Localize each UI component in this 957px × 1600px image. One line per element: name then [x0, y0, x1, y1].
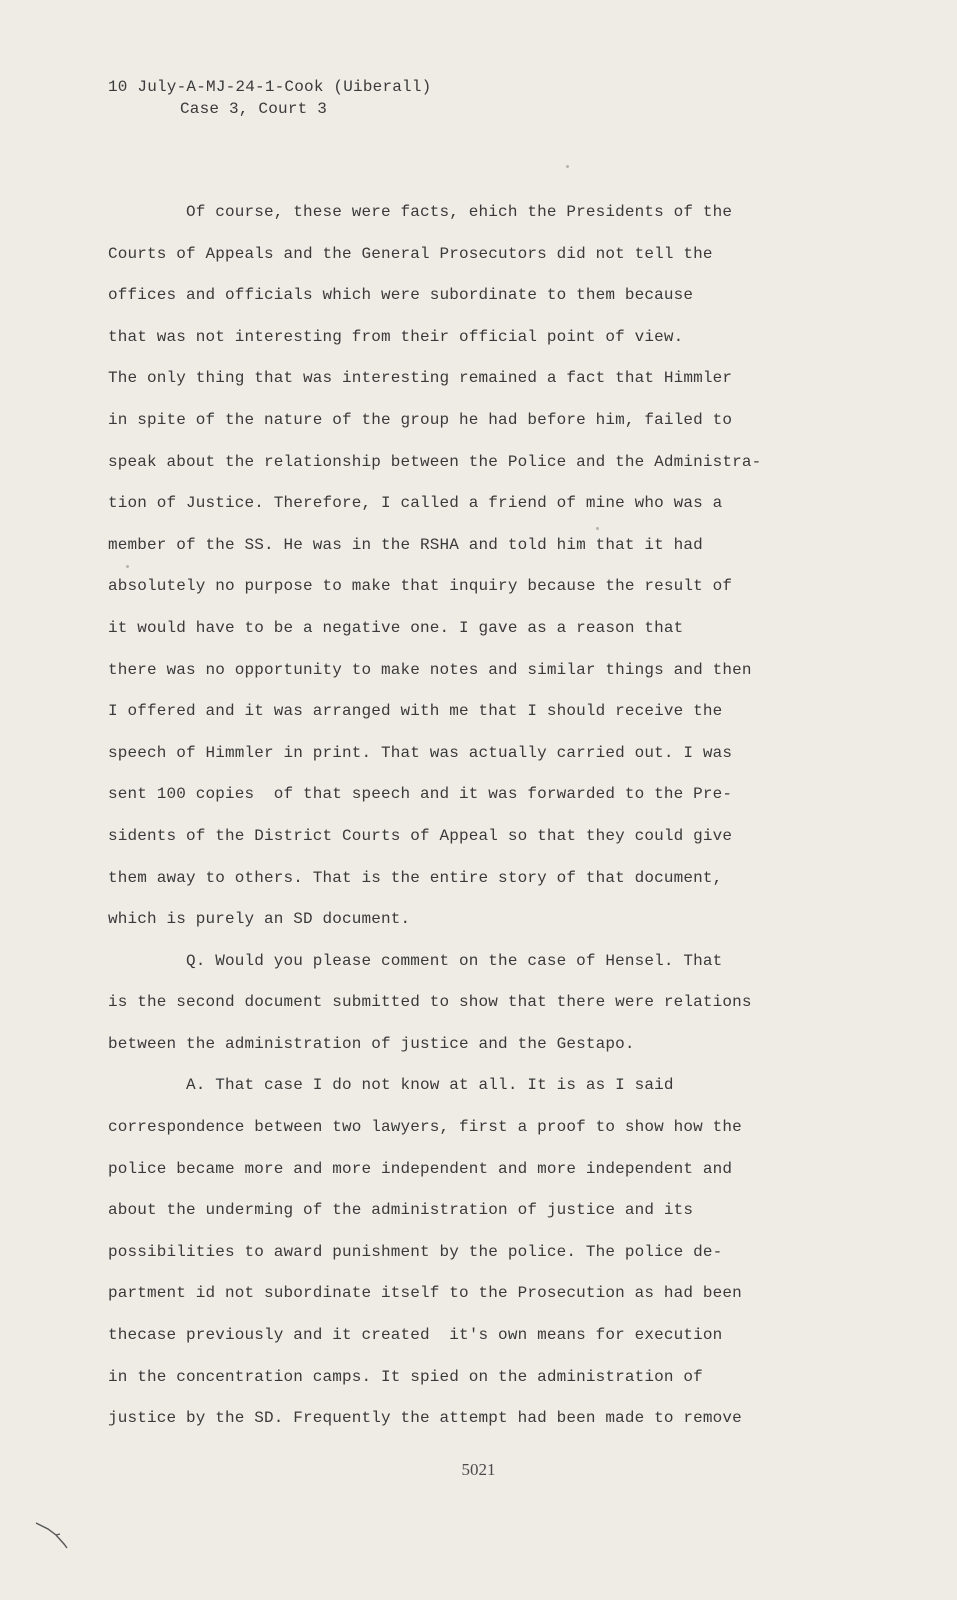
transcript-body: [108, 200, 798, 1448]
text-line: sidents of the District Courts of Appeal so that they could give: [108, 826, 733, 845]
text-line: about the underming of the administration of justice and its: [108, 1201, 694, 1220]
text-line: I offered and it was arranged with me that I should receive the: [108, 702, 723, 721]
text-line: offices and officials which were subordinate to them because: [108, 286, 694, 305]
text-line: The only thing that was interesting remained a fact that Himmler: [108, 369, 733, 388]
text-line: sent 100 copies of that speech and it was forwarded to the Pre-: [108, 785, 733, 804]
text-line: Courts of Appeals and the General Prosecutors did not tell the: [108, 244, 713, 263]
text-line: correspondence between two lawyers, first a proof to show how the: [108, 1118, 742, 1137]
paper-speck: [596, 527, 599, 530]
text-line: is the second document submitted to show that there were relations: [108, 993, 752, 1012]
text-line: speech of Himmler in print. That was actually carried out. I was: [108, 743, 733, 762]
text-line: thecase previously and it created it's own means for execution: [108, 1326, 723, 1345]
text-line: justice by the SD. Frequently the attempt had been made to remove: [108, 1409, 742, 1428]
text-line: in spite of the nature of the group he had before him, failed to: [108, 410, 733, 429]
text-line: partment id not subordinate itself to the Prosecution as had been: [108, 1284, 742, 1303]
text-line: in the concentration camps. It spied on the administration of: [108, 1367, 703, 1386]
text-line: tion of Justice. Therefore, I called a friend of mine who was a: [108, 494, 723, 513]
text-line: A. That case I do not know at all. It is as I said: [108, 1076, 674, 1095]
pen-mark-icon: [34, 1520, 74, 1550]
text-line: speak about the relationship between the Police and the Administra-: [108, 452, 762, 471]
text-line: Of course, these were facts, ehich the Presidents of the: [108, 203, 733, 221]
text-line: which is purely an SD document.: [108, 910, 411, 929]
text-line: it would have to be a negative one. I gave as a reason that: [108, 618, 684, 637]
text-line: between the administration of justice and the Gestapo.: [108, 1034, 635, 1053]
text-line: Q. Would you please comment on the case of Hensel. That: [108, 951, 723, 970]
text-line: that was not interesting from their official point of view.: [108, 327, 684, 346]
text-line: absolutely no purpose to make that inquiry because the result of: [108, 577, 733, 596]
paper-speck: [566, 165, 569, 168]
text-line: them away to others. That is the entire story of that document,: [108, 868, 723, 887]
text-line: possibilities to award punishment by the police. The police de-: [108, 1242, 723, 1261]
document-header: [108, 76, 431, 120]
text-line: police became more and more independent and more independent and: [108, 1159, 733, 1178]
page-number: 5021: [461, 1460, 496, 1479]
text-line: member of the SS. He was in the RSHA and told him that it had: [108, 535, 703, 554]
header-reference: 10 July-A-MJ-24-1-Cook (Uiberall): [108, 78, 432, 96]
text-line: there was no opportunity to make notes and similar things and then: [108, 660, 752, 679]
paper-speck: [126, 565, 129, 568]
header-case-court: Case 3, Court 3: [180, 100, 328, 118]
